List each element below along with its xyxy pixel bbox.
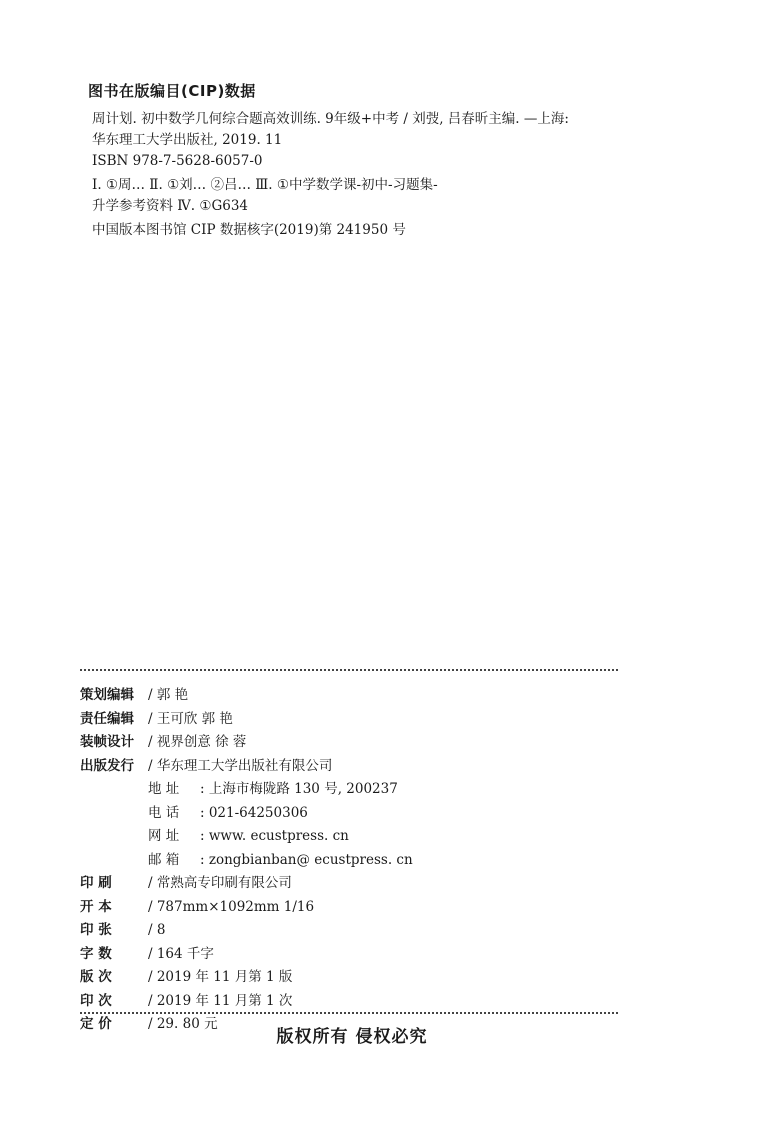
publisher-info-row xyxy=(80,848,640,872)
top-dotted-divider xyxy=(80,669,618,671)
spec-label: 印 次 xyxy=(80,992,112,1009)
spec-value: / 787mm×1092mm 1/16 xyxy=(148,898,315,915)
spec-row xyxy=(80,965,640,989)
spec-label: 定 价 xyxy=(80,1016,112,1032)
publisher-info-label: 邮 箱 xyxy=(148,851,180,868)
credit-label: 策划编辑 xyxy=(80,687,134,703)
cip-line-title: 周计划. 初中数学几何综合题高效训练. 9年级+中考 / 刘弢, 吕春昕主编. —上海: xyxy=(92,111,569,127)
credits-block xyxy=(80,683,640,1036)
publisher-info-label: 网 址 xyxy=(148,828,180,844)
spec-row xyxy=(80,918,640,942)
credit-row xyxy=(80,683,640,707)
cip-line-isbn: ISBN 978-7-5628-6057-0 xyxy=(92,153,263,169)
spec-label: 版 次 xyxy=(80,969,112,985)
spec-value: / 2019 年 11 月第 1 次 xyxy=(148,992,293,1009)
spec-value: / 164 千字 xyxy=(148,945,214,962)
credit-label: 出版发行 xyxy=(80,757,134,774)
publisher-info-row xyxy=(80,824,640,848)
credit-label: 责任编辑 xyxy=(80,710,134,727)
spec-label: 开 本 xyxy=(80,898,112,915)
cip-line-classification-cont: 升学参考资料 Ⅳ. ①G634 xyxy=(92,198,249,214)
spec-value: / 常熟高专印刷有限公司 xyxy=(148,875,292,891)
publisher-info-row xyxy=(80,777,640,801)
spec-label: 字 数 xyxy=(80,945,112,962)
spec-value: / 8 xyxy=(148,922,166,938)
spec-row xyxy=(80,989,640,1013)
spec-row xyxy=(80,942,640,966)
publisher-info-value: : 021-64250306 xyxy=(200,804,308,821)
publisher-info-value: : www. ecustpress. cn xyxy=(200,828,349,844)
credit-row xyxy=(80,707,640,731)
spec-row xyxy=(80,895,640,919)
copyright-notice: 版权所有 侵权必究 xyxy=(276,1027,428,1047)
spec-value: / 2019 年 11 月第 1 版 xyxy=(148,969,293,985)
credit-label: 装帧设计 xyxy=(80,734,134,750)
credit-value: / 王可欣 郭 艳 xyxy=(148,710,233,727)
spec-value: / 29. 80 元 xyxy=(148,1016,218,1032)
credit-value: / 视界创意 徐 蓉 xyxy=(148,734,247,750)
publisher-info-row xyxy=(80,801,640,825)
publisher-info-value: : zongbianban@ ecustpress. cn xyxy=(200,851,413,868)
cip-line-publisher: 华东理工大学出版社, 2019. 11 xyxy=(92,132,283,148)
credit-value: / 郭 艳 xyxy=(148,687,189,703)
cip-line-classification: Ⅰ. ①周… Ⅱ. ①刘… ②吕… Ⅲ. ①中学数学课-初中-习题集- xyxy=(92,177,438,193)
spec-label: 印 刷 xyxy=(80,875,112,891)
spec-row xyxy=(80,871,640,895)
publisher-info-value: : 上海市梅陇路 130 号, 200237 xyxy=(200,781,398,797)
publisher-info-label: 地 址 xyxy=(148,781,180,797)
credit-row xyxy=(80,730,640,754)
credit-row xyxy=(80,754,640,778)
credit-value: / 华东理工大学出版社有限公司 xyxy=(148,757,333,774)
bottom-dotted-divider xyxy=(80,1012,618,1014)
cip-line-record: 中国版本图书馆 CIP 数据核字(2019)第 241950 号 xyxy=(92,222,406,238)
cip-block xyxy=(88,80,652,241)
spec-label: 印 张 xyxy=(80,922,112,938)
cip-title: 图书在版编目(CIP)数据 xyxy=(88,82,256,100)
publisher-info-label: 电 话 xyxy=(148,804,180,821)
